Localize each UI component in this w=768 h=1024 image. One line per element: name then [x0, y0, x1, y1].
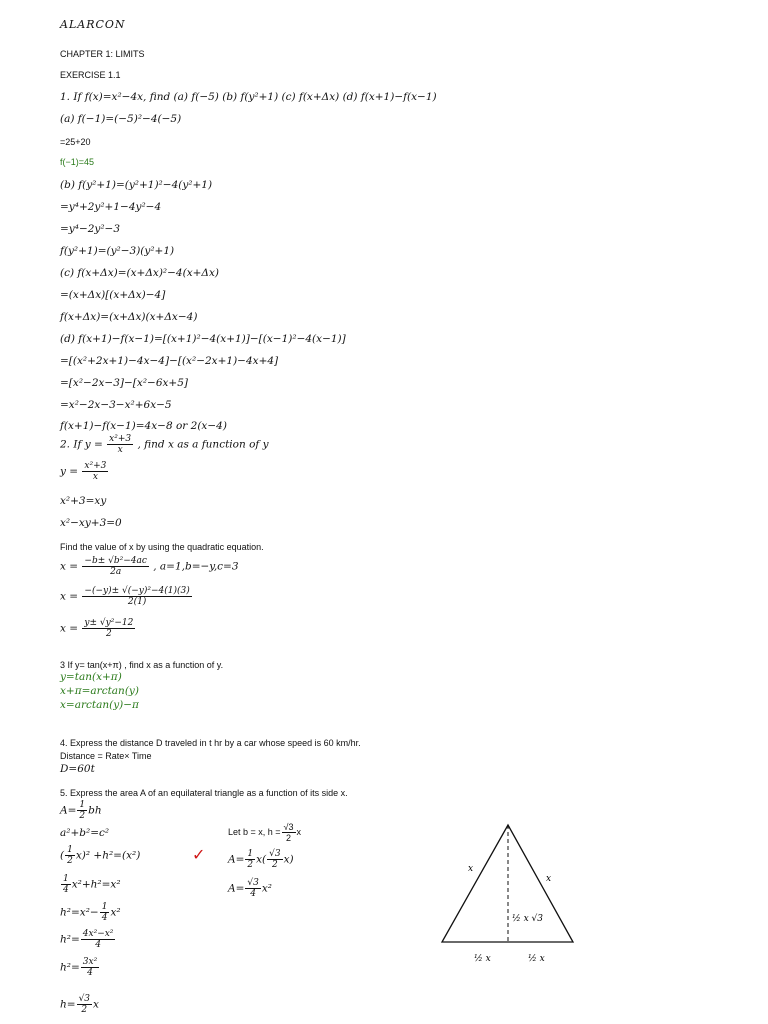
equilateral-triangle-diagram: [430, 815, 590, 975]
p5-left-6: h²= $\frac{\text{4x²−x²}}{4}$: [60, 929, 114, 950]
fraction: $\frac{\text{4x²−x²}}{4}$: [82, 929, 114, 950]
p2-line-1: y = $\frac{\text{x²+3}}{x}$: [60, 461, 107, 482]
p1-a-line-1: (a) f(−1)=(−5)²−4(−5): [60, 113, 182, 125]
fraction: $\frac{√3}{4}$: [247, 878, 259, 899]
p5-left-7: h²= $\frac{\text{3x²}}{4}$: [60, 957, 98, 978]
problem-1-statement: 1. If f(x)=x²−4x, find (a) f(−5) (b) f(y²+1) (c) f(x+Δx) (d) f(x+1)−f(x−1): [60, 91, 437, 103]
exercise-heading: EXERCISE 1.1: [60, 70, 121, 80]
p5-left-5: h²=x²− $\frac{1}{4}$ x²: [60, 902, 121, 923]
p2-note: Find the value of x by using the quadratic equation.: [60, 542, 264, 552]
fraction: $\frac{1}{4}$: [63, 874, 69, 895]
p1-a-line-3: f(−1)=45: [60, 157, 95, 167]
fraction: $\frac{\text{x²+3}}{x}$: [109, 434, 132, 455]
left-side-label: x: [468, 864, 474, 874]
problem-4-statement: 4. Express the distance D traveled in t hr by a car whose speed is 60 km/hr.: [60, 738, 361, 748]
base-left-label: ½ x: [474, 954, 491, 964]
chapter-heading: CHAPTER 1: LIMITS: [60, 49, 145, 59]
p5-left-8: h= $\frac{√3}{2}$ x: [60, 994, 99, 1015]
fraction: $\frac{√3}{2}$: [283, 822, 294, 843]
p3-line-3: x=arctan(y)−π: [60, 699, 139, 711]
p1-b-line-4: f(y²+1)=(y²−3)(y²+1): [60, 245, 175, 257]
p1-c-line-1: (c) f(x+Δx)=(x+Δx)²−4(x+Δx): [60, 267, 220, 279]
p3-line-2: x+π=arctan(y): [60, 685, 139, 697]
p1-b-line-1: (b) f(y²+1)=(y²+1)²−4(y²+1): [60, 179, 213, 191]
p1-a-line-2: =25+20: [60, 137, 91, 147]
fraction: $\frac{1}{2}$: [247, 849, 254, 870]
p1-c-line-2: =(x+Δx)[(x+Δx)−4]: [60, 289, 166, 301]
p1-d-line-4: =x²−2x−3−x²+6x−5: [60, 399, 172, 411]
problem-2-statement: 2. If y = $\frac{\text{x²+3}}{x}$ , find x as a function of y: [60, 434, 269, 455]
fraction: $\frac{\text{x²+3}}{x}$: [84, 461, 107, 482]
fraction: $\frac{\text{3x²}}{4}$: [82, 957, 98, 978]
p2-quadratic-2: x = $\frac{\text{−(−y)± √(−y)²−4(1)(3)}}{2(1)}$: [60, 586, 190, 607]
p1-d-line-2: =[(x²+2x+1)−4x−4]−[(x²−2x+1)−4x+4]: [60, 355, 279, 367]
p3-line-1: y=tan(x+π): [60, 671, 122, 683]
p5-right-1: Let b = x, h = $\frac{√3}{2}$ x: [228, 822, 301, 843]
check-mark-icon: ✓: [192, 845, 206, 864]
fraction: $\frac{1}{4}$: [101, 902, 108, 923]
p1-d-line-3: =[x²−2x−3]−[x²−6x+5]: [60, 377, 188, 389]
right-side-label: x: [546, 874, 552, 884]
p4-line-1: Distance = Rate× Time: [60, 751, 152, 761]
p5-left-4: $\frac{1}{4}$ x²+h²=x²: [63, 874, 121, 895]
fraction: $\frac{\text{−b± √b²−4ac}}{2a}$: [84, 556, 147, 577]
problem-5-statement: 5. Express the area A of an equilateral triangle as a function of its side x.: [60, 788, 348, 798]
base-right-label: ½ x: [528, 954, 545, 964]
p5-right-3: A= $\frac{√3}{4}$ x²: [228, 878, 272, 899]
fraction: $\frac{\text{y± √y²−12}}{2}$: [84, 618, 134, 639]
p5-right-2: A= $\frac{1}{2}$ x( $\frac{√3}{2}$ x): [228, 849, 294, 870]
fraction: $\frac{\text{−(−y)± √(−y)²−4(1)(3)}}{2(1)}$: [84, 586, 190, 607]
p2-line-2: x²+3=xy: [60, 495, 107, 507]
p1-b-line-2: =y⁴+2y²+1−4y²−4: [60, 201, 162, 213]
p5-left-2: a²+b²=c²: [60, 827, 110, 839]
p2-quadratic-3: x = $\frac{\text{y± √y²−12}}{2}$: [60, 618, 134, 639]
fraction: $\frac{1}{2}$: [79, 800, 86, 821]
page-title: ALARCON: [60, 18, 126, 31]
p5-left-3: ( $\frac{1}{2}$ x)² +h²=(x²): [60, 845, 141, 866]
p2-line-3: x²−xy+3=0: [60, 517, 122, 529]
p5-left-1: A= $\frac{1}{2}$ bh: [60, 800, 102, 821]
p4-line-2: D=60t: [60, 763, 95, 775]
problem-3-statement: 3 If y= tan(x+π) , find x as a function of y.: [60, 660, 224, 670]
p1-c-line-3: f(x+Δx)=(x+Δx)(x+Δx−4): [60, 311, 198, 323]
fraction: $\frac{1}{2}$: [67, 845, 73, 866]
p1-b-line-3: =y⁴−2y²−3: [60, 223, 121, 235]
p2-quadratic-1: x = $\frac{\text{−b± √b²−4ac}}{2a}$ , a=1,b=−y,c=3: [60, 556, 239, 577]
p1-d-line-5: f(x+1)−f(x−1)=4x−8 or 2(x−4): [60, 420, 227, 432]
height-label: ½ x √3: [512, 914, 543, 924]
p1-d-line-1: (d) f(x+1)−f(x−1)=[(x+1)²−4(x+1)]−[(x−1)²−4(x−1)]: [60, 333, 346, 345]
fraction: $\frac{√3}{2}$: [78, 994, 91, 1015]
fraction: $\frac{√3}{2}$: [269, 849, 281, 870]
